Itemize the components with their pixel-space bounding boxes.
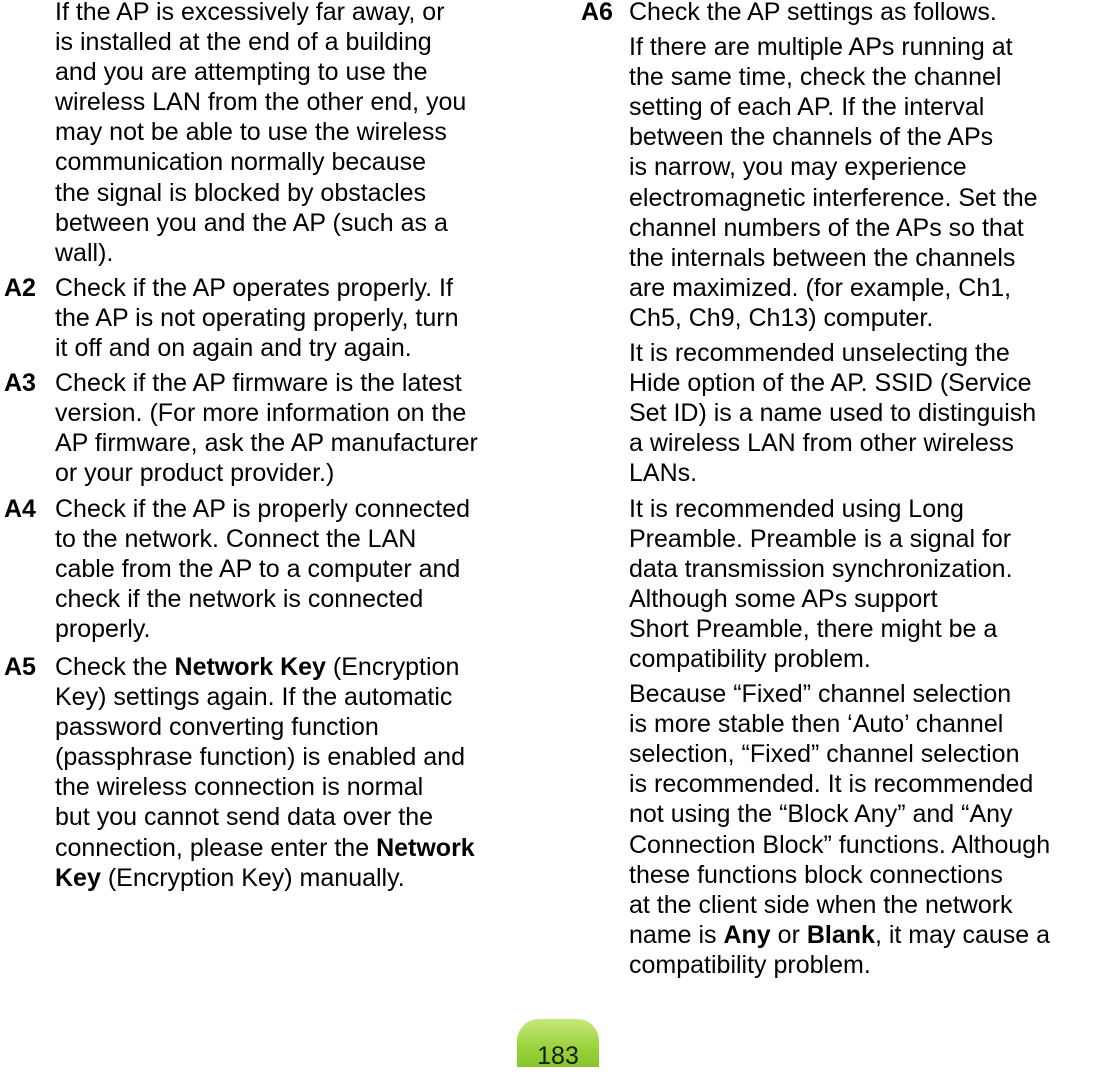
any-term: Any [723,920,771,949]
a1-line: communication normally because [55,148,427,177]
left-column [0,0,560,893]
a6-paragraph-channels [629,32,1114,333]
answer-label: A5 [4,652,36,681]
answer-a2 [0,273,560,363]
a6-line: channel numbers of the APs so that [629,213,1024,242]
a2-line: Check if the AP operates properly. If [55,273,453,302]
answer-a5 [0,652,560,893]
a3-line: or your product provider.) [55,459,335,488]
a6-line: data transmission synchronization. [629,554,1013,583]
a1-line: wall). [55,238,114,267]
a4-line: check if the network is connected [55,584,424,613]
answer-a4 [0,494,560,644]
network-key-term: Network Key [174,652,326,681]
a3-line: version. (For more information on the [55,399,467,428]
a6-line: Although some APs support [629,584,938,613]
a6-paragraph-ssid [629,338,1114,488]
a1-line: wireless LAN from the other end, you [55,88,467,117]
a6-line: LANs. [629,459,698,488]
a1-line: may not be able to use the wireless [55,118,447,147]
a6-line: Short Preamble, there might be a [629,614,998,643]
answer-label: A2 [4,273,36,302]
answer-a6 [574,0,1114,980]
a6-line: It is recommended using Long [629,494,964,523]
answer-label: A6 [581,0,613,26]
a6-line: a wireless LAN from other wireless [629,429,1014,458]
a6-line: Because “Fixed” channel selection [629,680,1012,709]
a6-intro: Check the AP settings as follows. [629,0,997,26]
a4-line: cable from the AP to a computer and [55,554,461,583]
a6-line: is more stable then ‘Auto’ channel [629,710,1004,739]
a1-line: and you are attempting to use the [55,58,428,87]
a4-line: to the network. Connect the LAN [55,524,417,553]
a1-line: If the AP is excessively far away, or [55,0,445,26]
a3-line: AP firmware, ask the AP manufacturer [55,429,478,458]
a5-line [55,652,560,682]
a6-line: compatibility problem. [629,644,871,673]
a6-line: Set ID) is a name used to distinguish [629,399,1037,428]
a2-line: the AP is not operating properly, turn [55,303,459,332]
a6-line: is narrow, you may experience [629,153,967,182]
a6-text: , it may cause a [874,920,1051,949]
a5-line: Key) settings again. If the automatic [55,683,453,712]
a6-line: at the client side when the network [629,890,1013,919]
a3-line: Check if the AP firmware is the latest [55,369,462,398]
a6-text: name is [629,920,724,949]
a6-line: It is recommended unselecting the [629,339,1010,368]
a4-line: properly. [55,614,151,643]
a6-line: compatibility problem. [629,950,871,979]
right-column [574,0,1114,980]
a1-line: is installed at the end of a building [55,28,432,57]
blank-term: Blank [806,920,875,949]
a5-line: password converting function [55,713,379,742]
a5-text: connection, please enter the [55,833,377,862]
a5-text: Check the [55,652,175,681]
a6-line [629,920,1114,950]
a6-line: selection, “Fixed” channel selection [629,740,1020,769]
a5-line: but you cannot send data over the [55,803,434,832]
a4-line: Check if the AP is properly connected [55,494,471,523]
a6-line: If there are multiple APs running at [629,33,1013,62]
a6-paragraph-preamble [629,494,1114,675]
a6-line: not using the “Block Any” and “Any [629,800,1013,829]
a6-line: setting of each AP. If the interval [629,93,985,122]
a1-line: between you and the AP (such as a [55,208,448,237]
a1-line: the signal is blocked by obstacles [55,178,427,207]
a6-line: is recommended. It is recommended [629,770,1034,799]
a6-line: are maximized. (for example, Ch1, [629,273,1012,302]
a2-line: it off and on again and try again. [55,334,412,363]
a6-line: between the channels of the APs [629,123,994,152]
page-number-badge [517,1019,599,1070]
answer-label: A4 [4,494,36,523]
a6-line: Preamble. Preamble is a signal for [629,524,1012,553]
a6-text: or [770,920,807,949]
a6-paragraph-fixed-channel [629,679,1114,980]
a6-line: these functions block connections [629,860,1003,889]
answer-label: A3 [4,369,36,398]
a6-line: the internals between the channels [629,243,1016,272]
a6-line: electromagnetic interference. Set the [629,183,1038,212]
a5-line: the wireless connection is normal [55,773,424,802]
a6-line: Ch5, Ch9, Ch13) computer. [629,303,934,332]
answer-a3 [0,368,560,488]
a5-text: (Encryption Key) manually. [100,863,405,892]
network-key-term: Network [376,833,475,862]
a6-line: Hide option of the AP. SSID (Service [629,369,1032,398]
a6-line: Connection Block” functions. Although [629,830,1051,859]
network-key-term: Key [55,863,101,892]
a5-line [55,833,560,863]
a5-line: (passphrase function) is enabled and [55,743,465,772]
page-number: 183 [537,1042,579,1070]
answer-a1-continued [0,0,560,268]
a6-line: the same time, check the channel [629,63,1002,92]
a5-text: (Encryption [325,652,460,681]
a5-line [55,863,560,893]
